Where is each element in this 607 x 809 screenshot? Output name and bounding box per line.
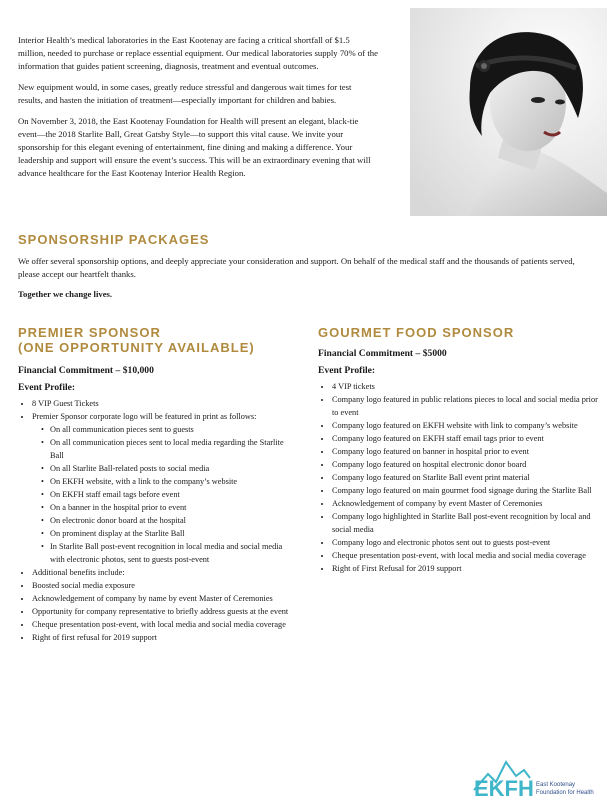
list-item: • Additional benefits include: [32, 566, 298, 579]
list-item: • On all Starlite Ball-related posts to social media [50, 462, 298, 475]
list-item: • 4 VIP tickets [332, 380, 598, 393]
list-item: • Company logo featured on main gourmet food signage during the Starlite Ball [332, 484, 598, 497]
list-item: • Acknowledgement of company by name by event Master of Ceremonies [32, 592, 298, 605]
sponsorship-tagline: Together we change lives. [18, 289, 113, 299]
list-item: • On a banner in the hospital prior to event [50, 501, 298, 514]
premier-sponsor-column [18, 325, 298, 644]
premier-title-line2: (ONE OPPORTUNITY AVAILABLE) [18, 340, 255, 355]
sponsorship-intro [18, 255, 588, 308]
logo-mark: EKFH [474, 776, 534, 800]
intro-section [18, 34, 378, 188]
gourmet-benefits-list [318, 380, 598, 575]
list-item-text: Premier Sponsor corporate logo will be featured in print as follows: [32, 412, 257, 421]
logo-line1: East Kootenay [536, 782, 576, 788]
list-item: • On prominent display at the Starlite Ball [50, 527, 298, 540]
premier-profile-label: Event Profile: [18, 382, 76, 393]
list-item: • Company logo featured in public relations pieces to local and social media prior to event [332, 393, 598, 419]
premier-logo-sublist [32, 423, 298, 566]
list-item: • On all communication pieces sent to guests [50, 423, 298, 436]
list-item: • In Starlite Ball post-event recognition in local media and social media with electronic photos, sent to guests post-event [50, 540, 298, 566]
woman-portrait-photo [410, 8, 607, 216]
intro-paragraph-2: New equipment would, in some cases, greatly reduce stressful and dangerous wait times for test results, and hasten the initiation of treatment—especially important for children and babies. [18, 82, 352, 105]
list-item: • Company logo featured on hospital electronic donor board [332, 458, 598, 471]
list-item: • Company logo featured on EKFH website with link to company’s website [332, 419, 598, 432]
list-item: • Opportunity for company representative to briefly address guests at the event [32, 605, 298, 618]
list-item: • Company logo featured on EKFH staff email tags prior to event [332, 432, 598, 445]
sponsorship-text: We offer several sponsorship options, and deeply appreciate your consideration and support. On behalf of the medical staff and the thousands of patients served, please accept our heartfelt thanks. [18, 256, 575, 279]
list-item: • On all communication pieces sent to local media regarding the Starlite Ball [50, 436, 298, 462]
ekfh-logo [472, 740, 602, 800]
list-item: • Cheque presentation post-event, with local media and social media coverage [32, 618, 298, 631]
list-item: • Cheque presentation post-event, with local media and social media coverage [332, 549, 598, 562]
list-item: • Company logo highlighted in Starlite Ball post-event recognition by local and social media [332, 510, 598, 536]
premier-commitment: Financial Commitment – $10,000 [18, 365, 154, 376]
list-item: • Right of first refusal for 2019 support [32, 631, 298, 644]
list-item: • Acknowledgement of company by event Master of Ceremonies [332, 497, 598, 510]
list-item: • Right of First Refusal for 2019 support [332, 562, 598, 575]
list-item: • Company logo featured on Starlite Ball event print material [332, 471, 598, 484]
gourmet-profile-label: Event Profile: [318, 365, 376, 376]
list-item: • On EKFH staff email tags before event [50, 488, 298, 501]
list-item: • On electronic donor board at the hospital [50, 514, 298, 527]
sponsorship-packages-heading: SPONSORSHIP PACKAGES [18, 232, 210, 247]
list-item: • Company logo featured on banner in hospital prior to event [332, 445, 598, 458]
logo-line2: Foundation for Health [536, 790, 594, 796]
list-item: • Boosted social media exposure [32, 579, 298, 592]
premier-sponsor-heading [18, 325, 298, 355]
premier-benefits-list [18, 397, 298, 644]
intro-paragraph-3: On November 3, 2018, the East Kootenay Foundation for Health will present an elegant, black-tie event—the 2018 Starlite Ball, Great Gatsby Style—to support this vital cause. We invite your sponsorship for this elegant evening of entertainment, fine dining and making a difference. Your leadership and support will ensure the event’s success. This will be an extraordinary evening that will advance healthcare for the East Kootenay Interior Health Region. [18, 116, 371, 178]
gourmet-sponsor-column [318, 325, 598, 575]
premier-title-line1: PREMIER SPONSOR [18, 325, 161, 340]
intro-paragraph-1: Interior Health’s medical laboratories in the East Kootenay are facing a critical shortfall of $1.5 million, needed to purchase or replace essential equipment. Our medical laboratories supply 70% of the information that guides patient screening, diagnosis, treatment and eventual outcomes. [18, 35, 378, 71]
list-item: • 8 VIP Guest Tickets [32, 397, 298, 410]
list-item: • On EKFH website, with a link to the company’s website [50, 475, 298, 488]
gourmet-sponsor-heading: GOURMET FOOD SPONSOR [318, 325, 515, 340]
gourmet-commitment: Financial Commitment – $5000 [318, 348, 447, 359]
list-item: • Company logo and electronic photos sent out to guests post-event [332, 536, 598, 549]
list-item [32, 410, 298, 566]
